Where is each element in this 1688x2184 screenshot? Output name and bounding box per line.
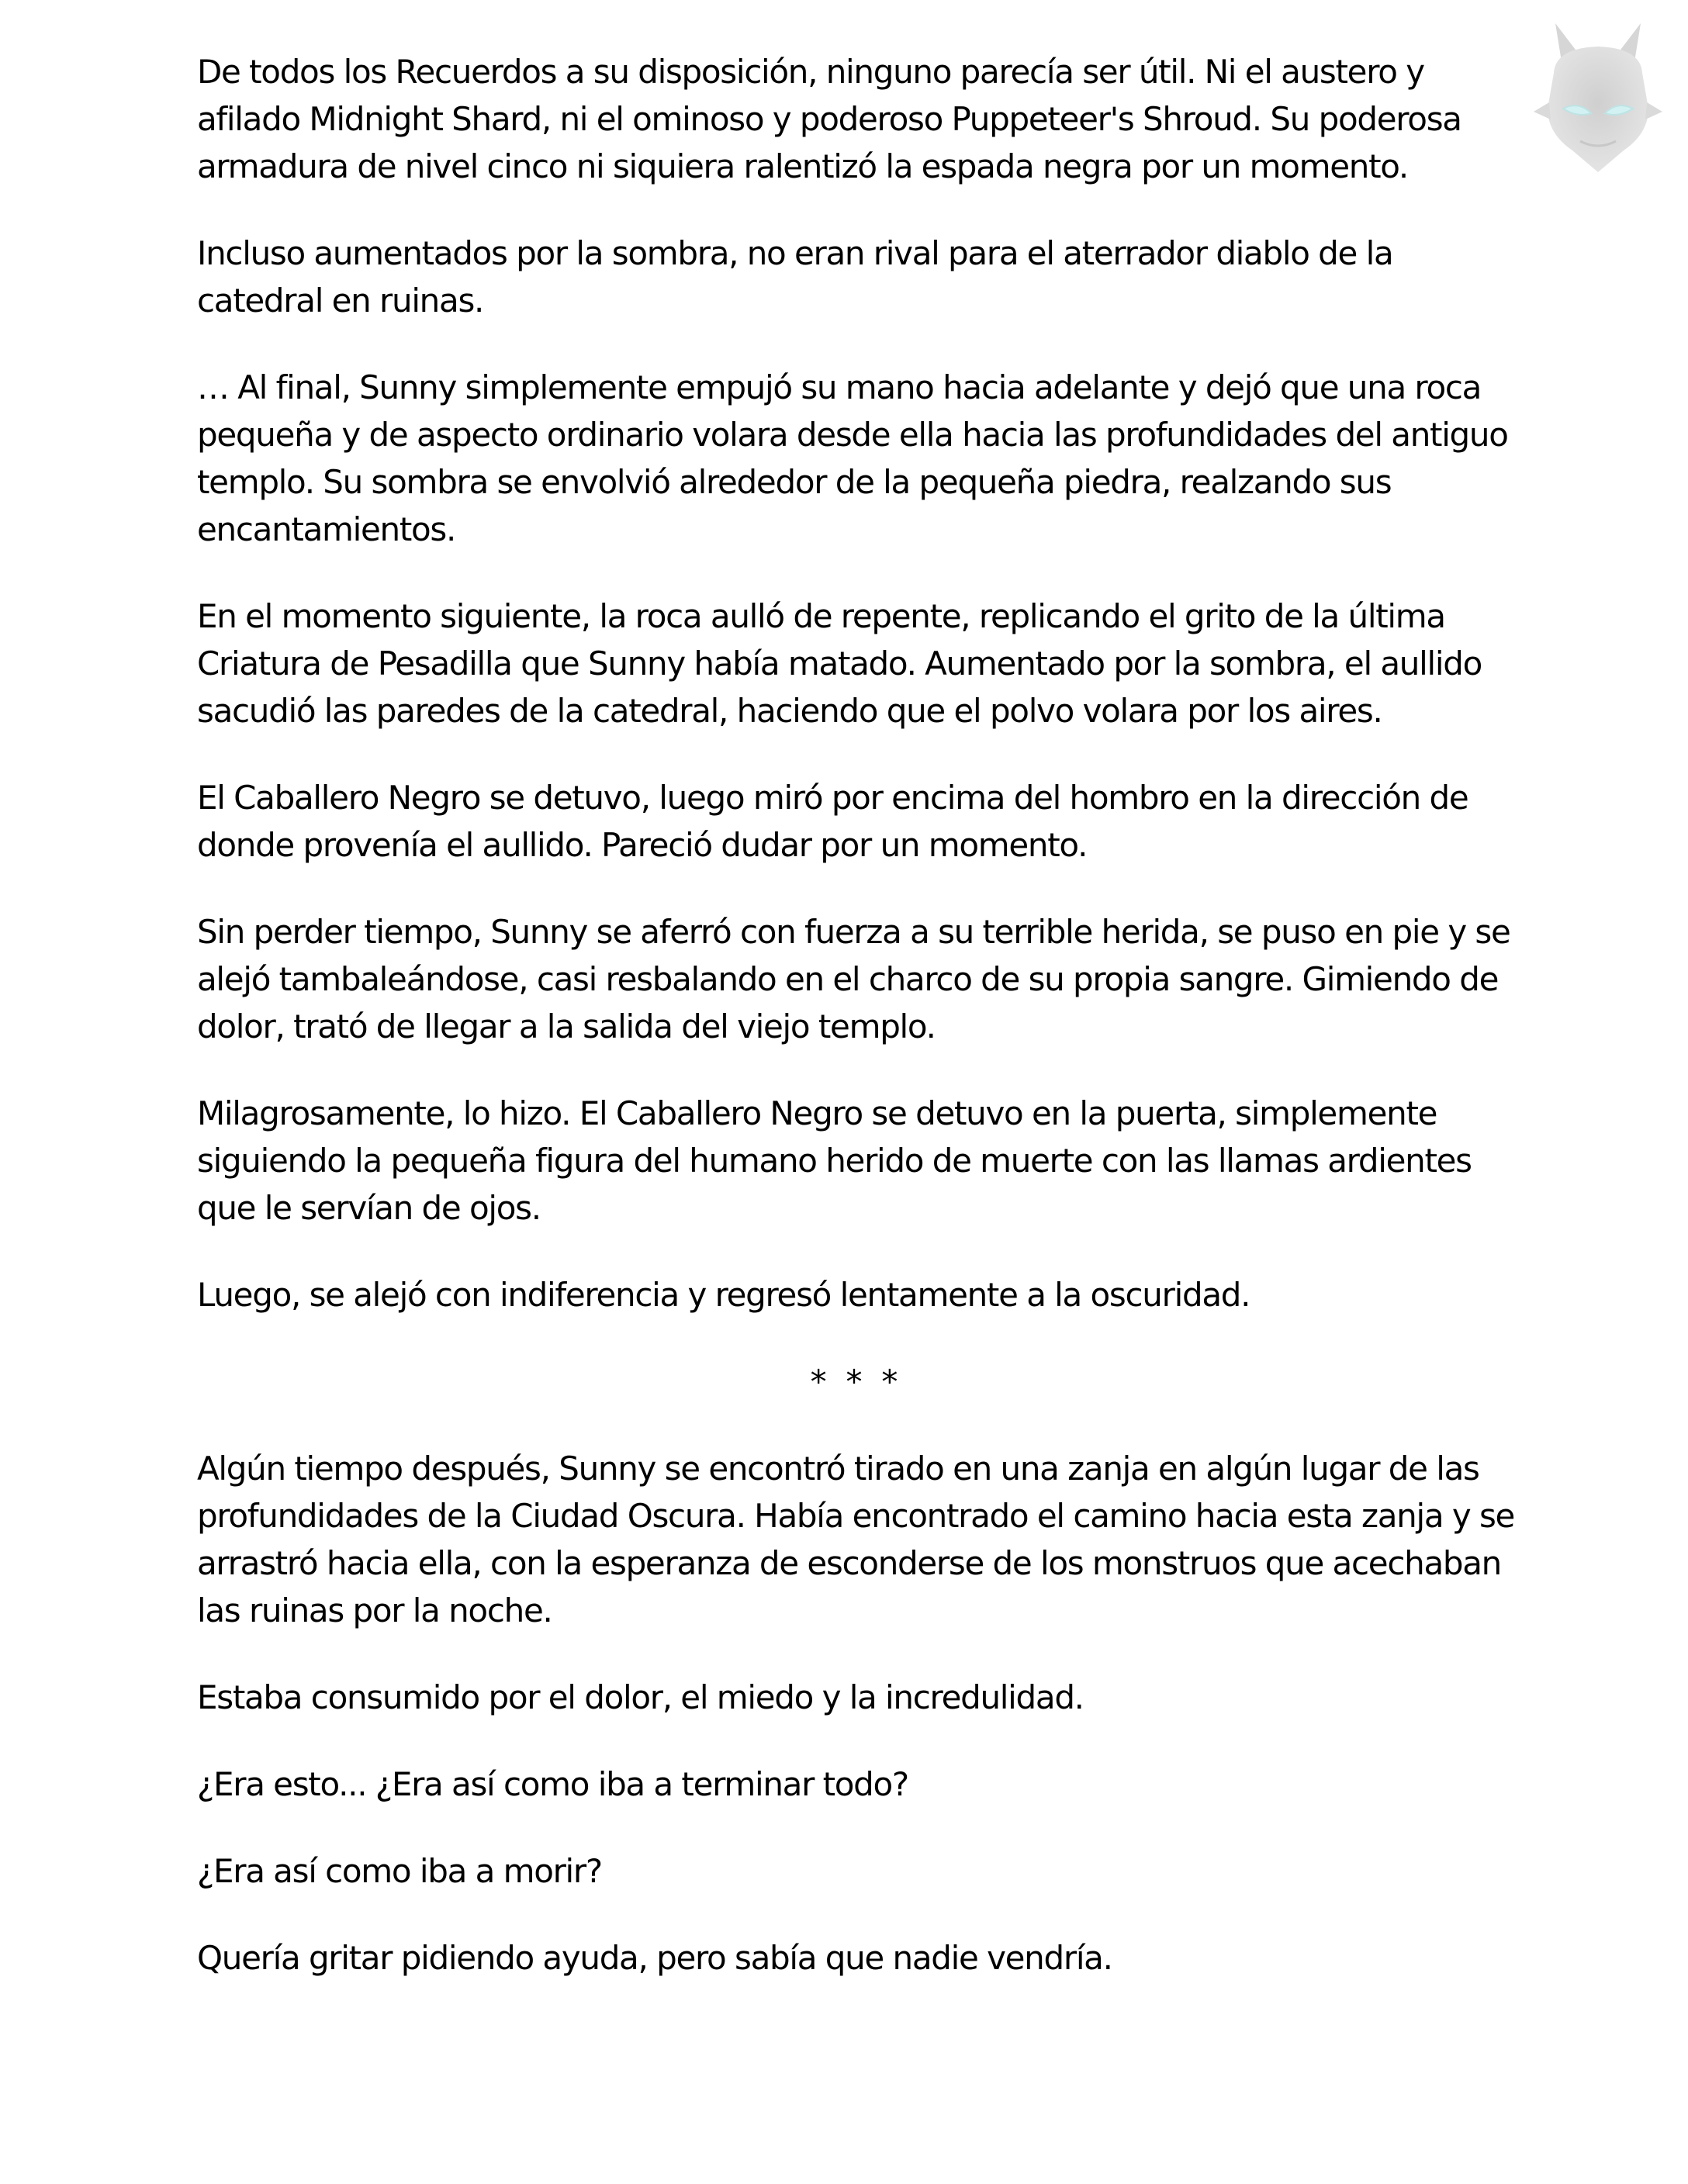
paragraph: El Caballero Negro se detuvo, luego miró por encima del hombro en la dirección de donde provenía el aullido. Pareció dudar por un momento. bbox=[197, 779, 1468, 864]
paragraph: Luego, se alejó con indiferencia y regresó lentamente a la oscuridad. bbox=[197, 1276, 1250, 1314]
paragraph: ¿Era esto... ¿Era así como iba a terminar todo? bbox=[197, 1765, 908, 1803]
paragraph: Sin perder tiempo, Sunny se aferró con fuerza a su terrible herida, se puso en pie y se alejó tambaleándose, casi resbalando en el charco de su propia sangre. Gimiendo de dolor, trató de llegar a la salida del viejo templo. bbox=[197, 913, 1510, 1045]
section-separator: * * * bbox=[810, 1363, 903, 1401]
paragraph: … Al final, Sunny simplemente empujó su mano hacia adelante y dejó que una roca pequeña y de aspecto ordinario volara desde ella hacia las profundidades del antiguo templo. Su sombra se envolvió alrededor de la pequeña piedra, realzando sus encantamientos. bbox=[197, 368, 1508, 548]
paragraph: ¿Era así como iba a morir? bbox=[197, 1852, 602, 1890]
paragraph: Estaba consumido por el dolor, el miedo y la incredulidad. bbox=[197, 1678, 1084, 1716]
paragraph: Milagrosamente, lo hizo. El Caballero Negro se detuvo en la puerta, simplemente siguiendo la pequeña figura del humano herido de muerte con las llamas ardientes que le servían de ojos. bbox=[197, 1094, 1472, 1227]
paragraph: Incluso aumentados por la sombra, no eran rival para el aterrador diablo de la catedral en ruinas. bbox=[197, 234, 1393, 320]
paragraph: En el momento siguiente, la roca aulló de repente, replicando el grito de la última Criatura de Pesadilla que Sunny había matado. Aumentado por la sombra, el aullido sacudió las paredes de la catedral, haciendo que el polvo volara por los aires. bbox=[197, 597, 1482, 730]
paragraph: De todos los Recuerdos a su disposición, ninguno parecía ser útil. Ni el austero y afilado Midnight Shard, ni el ominoso y poderoso Puppeteer's Shroud. Su poderosa armadura de nivel cinco ni siquiera ralentizó la espada negra por un momento. bbox=[197, 53, 1461, 185]
paragraph: Quería gritar pidiendo ayuda, pero sabía que nadie vendría. bbox=[197, 1939, 1112, 1977]
watermark-logo bbox=[1532, 17, 1664, 180]
head-shape bbox=[1548, 47, 1648, 172]
paragraph: Algún tiempo después, Sunny se encontró tirado en una zanja en algún lugar de las profundidades de la Ciudad Oscura. Había encontrado el camino hacia esta zanja y se arrastró hacia ella, con la esperanza de esconderse de los monstruos que acechaban las ruinas por la noche. bbox=[197, 1450, 1515, 1629]
document-body bbox=[197, 48, 1516, 2021]
demon-head-icon bbox=[1532, 17, 1664, 180]
